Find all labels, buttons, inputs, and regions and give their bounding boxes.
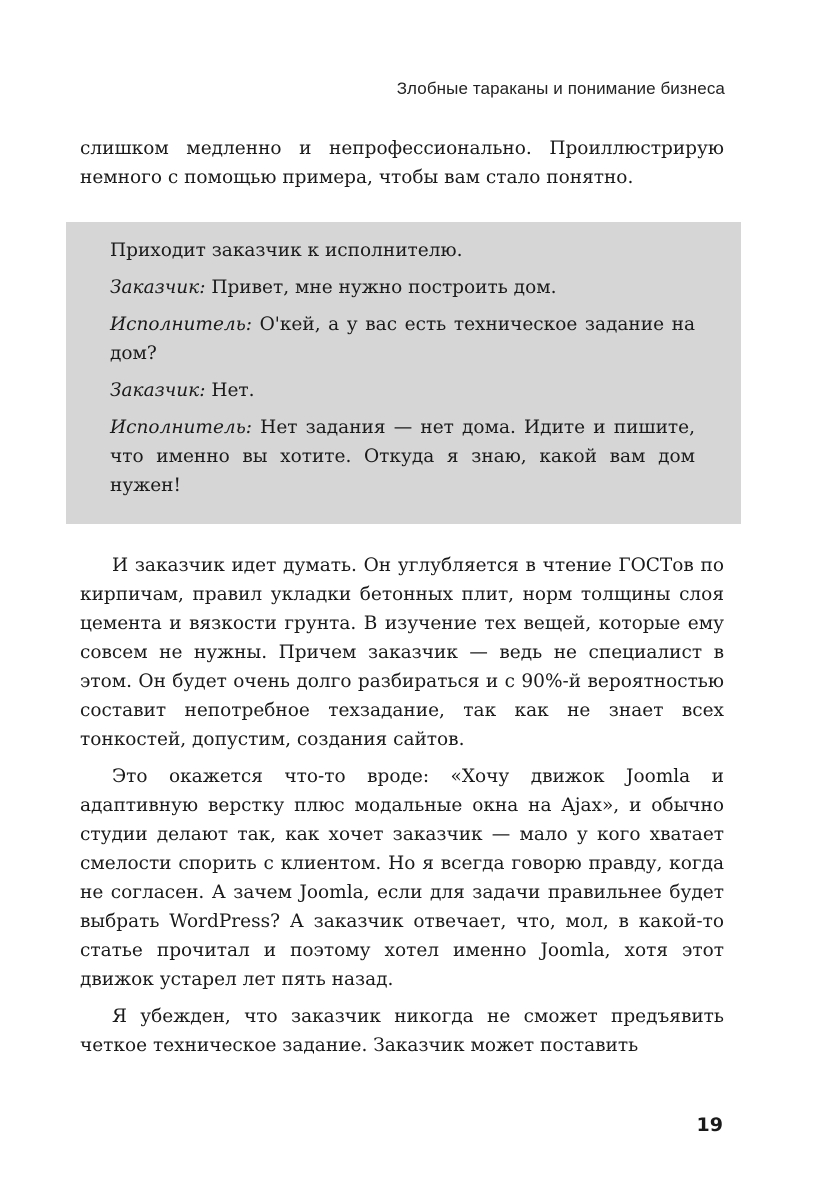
speaker-label: Заказчик: [110, 380, 206, 401]
dialog-line-text: Привет, мне нужно построить дом. [205, 277, 557, 298]
dialog-line-text: Нет. [205, 380, 255, 401]
dialog-line [110, 273, 695, 302]
dialog [110, 236, 695, 508]
body-text [80, 551, 724, 1068]
speaker-label: Исполнитель: [110, 314, 253, 335]
page-number: 19 [696, 1114, 723, 1136]
speaker-label: Заказчик: [110, 277, 206, 298]
dialog-line-text: Нет задания — нет дома. Идите и пишите, что именно вы хотите. Откуда я знаю, какой вам дом нужен! [110, 417, 695, 496]
dialog-line-text: О'кей, а у вас есть техническое задание на дом? [110, 314, 695, 364]
body-paragraph: Это окажется что-то вроде: «Хочу движок Joomla и адаптивную верстку плюс модальные окна на Ajax», и обычно студии делают так, как хочет заказчик — мало у кого хватает смелости спорить с клиентом. Но я всегда говорю правду, когда не согласен. А зачем Joomla, если для задачи правильнее будет выбрать WordPress? А заказчик отвечает, что, мол, в какой-то статье прочитал и поэтому хотел именно Joomla, хотя этот движок устарел лет пять назад. [80, 766, 724, 990]
intro-paragraph [80, 134, 724, 192]
intro-text: слишком медленно и непрофессионально. Проиллюстрирую немного с помощью примера, чтобы вам стало понятно. [80, 138, 724, 188]
body-paragraph: Я убежден, что заказчик никогда не сможет предъявить четкое техническое задание. Заказчик может поставить [80, 1006, 724, 1056]
body-paragraph: И заказчик идет думать. Он углубляется в чтение ГОСТов по кирпичам, правил укладки бетонных плит, норм толщины слоя цемента и вязкости грунта. В изучение тех вещей, которые ему совсем не нужны. Причем заказчик — ведь не специалист в этом. Он будет очень долго разбираться и с 90%-й вероятностью составит непотребное техзадание, так как не знает всех тонкостей, допустим, создания сайтов. [80, 555, 724, 750]
dialog-line [110, 413, 695, 500]
speaker-label: Исполнитель: [110, 417, 253, 438]
dialog-narration: Приходит заказчик к исполнителю. [110, 240, 463, 261]
dialog-line [110, 376, 695, 405]
dialog-line [110, 310, 695, 368]
running-head: Злобные тараканы и понимание бизнеса [396, 79, 725, 98]
